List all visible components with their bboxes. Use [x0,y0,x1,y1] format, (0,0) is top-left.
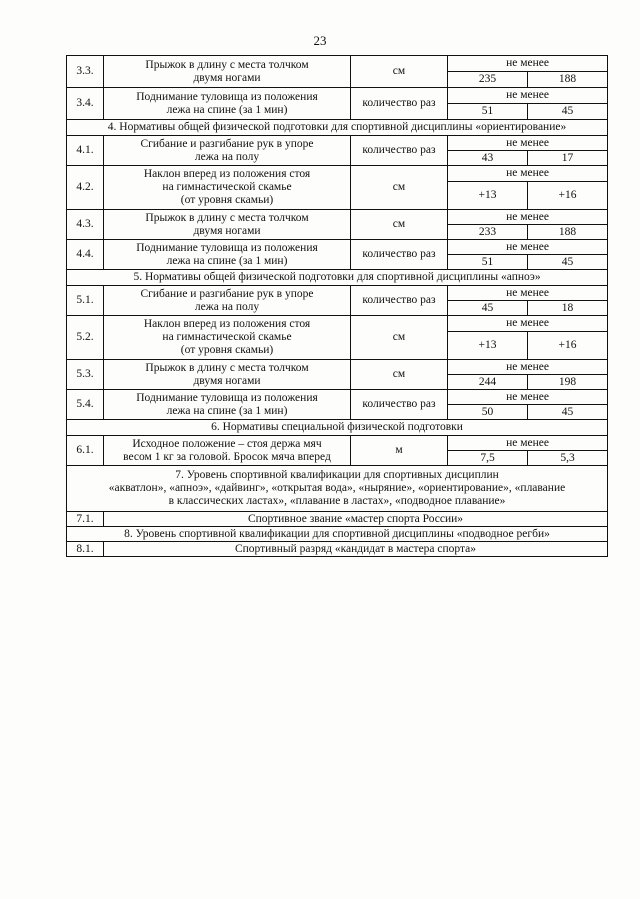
section-row [67,527,608,542]
row-number: 5.2. [67,316,104,360]
table-row [67,436,608,451]
row-number: 4.2. [67,166,104,210]
table-row [67,286,608,301]
section-row [67,466,608,512]
value-female: 188 [528,72,608,88]
exercise-line: Исходное положение – стоя держа мяч [132,437,322,450]
min-header: не менее [448,240,608,255]
exercise-line: на гимнастической скамье [162,181,292,193]
unit: количество раз [351,136,448,166]
exercise-line: Прыжок в длину с места толчком [145,58,309,71]
row-number: 4.4. [67,240,104,270]
section-line: в классических ластах», «плавание в ластах», «подводное плавание» [168,495,506,507]
table-row [67,166,608,182]
table-row [67,512,608,527]
exercise-name [104,436,351,466]
row-number: 5.3. [67,360,104,390]
norms-table [66,55,608,557]
min-header: не менее [448,436,608,451]
value-female: 18 [528,301,608,316]
row-number: 4.1. [67,136,104,166]
value-male: 45 [448,301,528,316]
value-male: 43 [448,151,528,166]
min-header: не менее [448,56,608,72]
value-female: 198 [528,375,608,390]
value-female: +16 [528,332,608,360]
value-male: +13 [448,332,528,360]
exercise-line: Поднимание туловища из положения [136,241,318,254]
section-row [67,420,608,436]
section-row [67,270,608,286]
value-male: 50 [448,405,528,420]
row-number: 5.4. [67,390,104,420]
unit: количество раз [351,88,448,120]
row-number: 7.1. [67,512,104,527]
exercise-line: (от уровня скамьи) [180,194,274,206]
min-header: не менее [448,88,608,104]
table-row [67,390,608,405]
exercise-name [104,360,351,390]
section-line: «акватлон», «апноэ», «дайвинг», «открытая вода», «ныряние», «ориентирование», «плавание [108,482,566,494]
value-male: 233 [448,225,528,240]
exercise-line: двумя ногами [193,224,261,237]
min-header: не менее [448,286,608,301]
value-female: 17 [528,151,608,166]
table-row [67,360,608,375]
exercise-name [104,316,351,360]
exercise-name [104,286,351,316]
row-number: 5.1. [67,286,104,316]
value-female: 188 [528,225,608,240]
exercise-name [104,166,351,210]
value-male: 51 [448,104,528,120]
exercise-name [104,240,351,270]
exercise-line: Прыжок в длину с места толчком [145,211,309,224]
exercise-name [104,56,351,88]
qualification-text: Спортивное звание «мастер спорта России» [104,512,608,527]
value-male: +13 [448,182,528,210]
value-female: 45 [528,405,608,420]
exercise-line: Прыжок в длину с места толчком [145,361,309,374]
exercise-line: лежа на полу [194,150,260,163]
row-number: 4.3. [67,210,104,240]
min-header: не менее [448,136,608,151]
section-title: 8. Уровень спортивной квалификации для спортивной дисциплины «подводное регби» [67,527,608,542]
row-number: 3.4. [67,88,104,120]
section-title [67,466,608,512]
exercise-line: Поднимание туловища из положения [136,90,318,103]
exercise-name [104,136,351,166]
unit: см [351,316,448,360]
exercise-line: лежа на полу [194,300,260,313]
unit: количество раз [351,286,448,316]
value-female: 45 [528,255,608,270]
section-line: 7. Уровень спортивной квалификации для спортивных дисциплин [175,469,499,481]
section-title: 4. Нормативы общей физической подготовки для спортивной дисциплины «ориентирование» [67,120,608,136]
exercise-line: весом 1 кг за головой. Бросок мяча вперед [123,450,331,463]
value-female: 45 [528,104,608,120]
qualification-text: Спортивный разряд «кандидат в мастера спорта» [104,542,608,557]
exercise-line: на гимнастической скамье [162,331,292,343]
unit: см [351,210,448,240]
exercise-line: лежа на спине (за 1 мин) [166,103,288,116]
min-header: не менее [448,316,608,332]
table-row [67,316,608,332]
unit: см [351,360,448,390]
page-number: 23 [313,33,327,48]
min-header: не менее [448,360,608,375]
min-header: не менее [448,166,608,182]
section-title: 6. Нормативы специальной физической подготовки [67,420,608,436]
exercise-line: Наклон вперед из положения стоя [143,168,311,180]
value-male: 7,5 [448,451,528,466]
table-row [67,136,608,151]
exercise-line: двумя ногами [193,374,261,387]
exercise-name [104,210,351,240]
row-number: 3.3. [67,56,104,88]
table-row [67,88,608,104]
exercise-line: Сгибание и разгибание рук в упоре [140,287,314,300]
table-row [67,56,608,72]
exercise-name [104,88,351,120]
exercise-line: лежа на спине (за 1 мин) [166,254,288,267]
min-header: не менее [448,210,608,225]
unit: количество раз [351,240,448,270]
section-row [67,120,608,136]
value-male: 235 [448,72,528,88]
unit: см [351,166,448,210]
exercise-line: Сгибание и разгибание рук в упоре [140,137,314,150]
min-header: не менее [448,390,608,405]
row-number: 8.1. [67,542,104,557]
exercise-line: (от уровня скамьи) [180,344,274,356]
exercise-line: двумя ногами [193,71,261,84]
value-male: 51 [448,255,528,270]
exercise-name [104,390,351,420]
table-row [67,542,608,557]
row-number: 6.1. [67,436,104,466]
value-female: +16 [528,182,608,210]
unit: м [351,436,448,466]
unit: количество раз [351,390,448,420]
value-female: 5,3 [528,451,608,466]
table-row [67,210,608,225]
unit: см [351,56,448,88]
exercise-line: лежа на спине (за 1 мин) [166,404,288,417]
value-male: 244 [448,375,528,390]
table-row [67,240,608,255]
exercise-line: Наклон вперед из положения стоя [143,318,311,330]
section-title: 5. Нормативы общей физической подготовки для спортивной дисциплины «апноэ» [67,270,608,286]
exercise-line: Поднимание туловища из положения [136,391,318,404]
